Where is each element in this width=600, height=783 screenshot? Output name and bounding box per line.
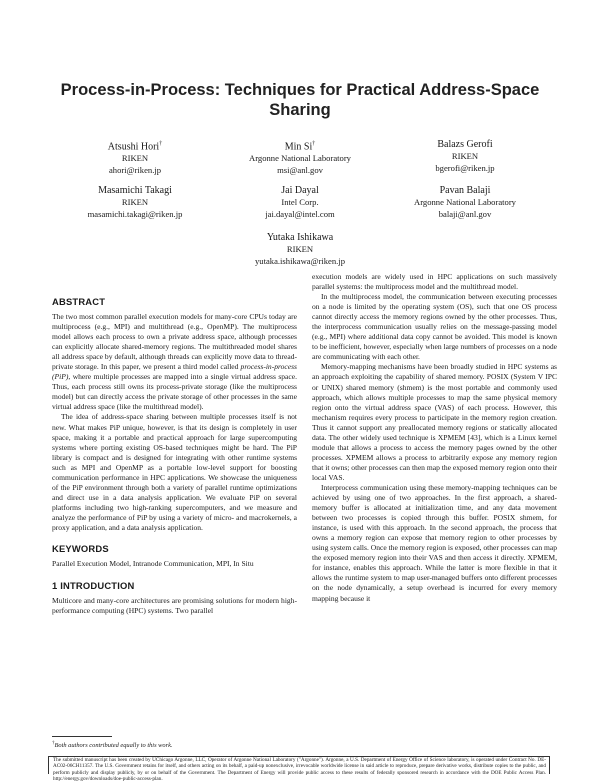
author-email: bgerofi@riken.jp — [435, 162, 495, 173]
author-name: Jai Dayal — [281, 185, 319, 196]
footnote — [52, 740, 297, 750]
author-email: balaji@anl.gov — [438, 208, 492, 219]
keywords-heading: KEYWORDS — [52, 543, 109, 555]
author-affiliation: RIKEN — [121, 197, 149, 207]
author-affiliation: RIKEN — [121, 153, 149, 164]
author-mark: † — [159, 141, 163, 147]
author-email: jai.dayal@intel.com — [265, 208, 335, 219]
author-block — [215, 138, 385, 176]
footnote-mark: † — [52, 741, 55, 746]
author-name: Balazs Gerofi — [437, 139, 493, 150]
author-block — [215, 184, 385, 220]
abstract-text: The two most common parallel execution models for many-core CPUs today are multiprocess (e.g., MPI) and multithread (e.g., OpenMP). The multiprocess model allows each process to own a private address space, although processes can explicitly allocate shared-memory regions. The multithreaded model shares all address space by default, although threads can explicitly move data to thread-private storage. In this paper, we present a third model called — [52, 312, 297, 372]
body-paragraph: Memory-mapping mechanisms have been broadly studied in HPC systems as an approach exploiting the capability of shared memory. POSIX (System V IPC or UNIX) shared memory (shmem) is the most portable and commonly used approach, which allows multiple processes to map the same physical memory region onto the virtual address space (VAS) of each process. However, this mechanism requires every process to participate in the memory region creation. Thus it cannot support any preallocated memory regions or statically allocated data. The other widely used technique is XPMEM [43], which is a Linux kernel module that allows a process to access the memory pages owned by the other processes. XPMEM allows a process to arbitrarily expose any memory region that it owns; other processes can then map the exposed memory region onto their local VAS. — [312, 362, 557, 482]
abstract-text: , where multiple processes are mapped into a single virtual address space. Thus, each process still owns its process-private storage (like the multiprocess model) but can directly access the private storage of other processes in the same virtual address space (like the multithread model). — [52, 372, 297, 412]
right-column — [312, 272, 557, 604]
body-paragraph: execution models are widely used in HPC applications on such massively parallel systems: the multiprocess model and the multithread model. — [312, 272, 557, 292]
body-paragraph: In the multiprocess model, the communication between executing processes on a node is limited by the operating system (OS), such that one OS process cannot directly access the memory regions owned by the other processes. Thus, the interprocess communication usually relies on the message-passing model (e.g., MPI) where additional data copy cannot be avoided. This model is known to be inefficient, however, especially when large numbers of processes on a node are communicating with each other. — [312, 292, 557, 362]
body-paragraph: Interprocess communication using these memory-mapping techniques can be achieved by using one of two approaches. In the first approach, a shared-memory buffer is allocated at initialization time, and any data movement between two processes is copied through this buffer. POSIX shmem, for instance, is used with this approach. In the second approach, the process that owns a memory region can expose that memory region to other processes by using system calls. Once the memory region is exposed, other processes can map the exposed memory region into their VAS and then access it directly. XPMEM, for instance, enables this approach. While the latter is more flexible in that it allows the runtime system to map user-managed buffers onto different processes on the node dynamically, a setup overhead is incurred for every memory mapping because it — [312, 482, 557, 603]
author-affiliation: RIKEN — [451, 151, 479, 161]
author-block — [215, 231, 385, 267]
author-name: Atsushi Hori — [107, 141, 160, 153]
author-email: ahori@riken.jp — [108, 164, 162, 175]
keywords-text: Parallel Execution Model, Intranode Communication, MPI, In Situ — [52, 559, 254, 569]
author-affiliation: Intel Corp. — [281, 197, 319, 207]
author-name: Yutaka Ishikawa — [266, 232, 334, 243]
author-name: Masamichi Takagi — [98, 185, 172, 196]
disclaimer-text: The submitted manuscript has been created by UChicago Argonne, LLC, Operator of Argonne National Laboratory ("Argonne"). Argonne, a U.S. Department of Energy Office of Science laboratory, is operated under Contract No. DE-AC02-06CH11357. The U.S. Government retains for itself, and others acting on its behalf, a paid-up nonexclusive, irrevocable worldwide license in said article to reproduce, prepare derivative works, distribute copies to the public, and perform publicly and display publicly, by or on behalf of the Government. The Department of Energy will provide public access to these results of federally sponsored research in accordance with the DOE Public Access Plan. http://energy.gov/downloads/doe-public-access-plan. — [53, 757, 546, 783]
abstract-paragraph — [52, 312, 297, 412]
abstract-heading: ABSTRACT — [52, 296, 106, 307]
author-block — [50, 138, 220, 176]
introduction-heading: 1 INTRODUCTION — [52, 580, 135, 592]
author-block — [380, 184, 550, 220]
author-name: Min Si — [284, 141, 313, 153]
footnote-text: Both authors contributed equally to this work. — [54, 742, 173, 750]
paper-title: Process-in-Process: Techniques for Practical Address-Space Sharing — [60, 81, 540, 119]
abstract-emphasis: process-in-process (PiP) — [52, 362, 297, 382]
author-email: yutaka.ishikawa@riken.jp — [254, 255, 345, 266]
author-affiliation: Argonne National Laboratory — [249, 153, 351, 164]
author-email: masamichi.takagi@riken.jp — [87, 208, 183, 219]
introduction-paragraph: Multicore and many-core architectures are promising solutions for modern high-performance computing (HPC) systems. Two parallel — [52, 596, 297, 616]
left-column — [52, 280, 297, 616]
author-affiliation: RIKEN — [286, 244, 314, 254]
author-block — [380, 138, 550, 174]
author-affiliation: Argonne National Laboratory — [414, 197, 516, 207]
footnote-rule — [52, 736, 112, 737]
abstract-paragraph: The idea of address-space sharing between multiple processes itself is not new. What makes PiP unique, however, is that its design is completely in user space, making it a portable and practical approach for large supercomputing systems where porting existing OS-based techniques might be hard. The PiP library is compact and is designed for integrating with other runtime systems such as MPI and OpenMP as a portable low-level support for boosting communication performance in HPC applications. We showcase the uniqueness of the PiP environment through both a variety of parallel runtime optimizations and direct use in a data analysis application. We evaluate PiP on several platforms including two high-ranking supercomputers, and we measure and analyze the performance of PiP by using a variety of micro- and macrokernels, a proxy application, and a data analysis application. — [52, 412, 297, 532]
author-block — [50, 184, 220, 220]
author-name: Pavan Balaji — [439, 185, 491, 196]
author-mark: † — [312, 141, 316, 147]
author-email: msi@anl.gov — [277, 164, 323, 175]
